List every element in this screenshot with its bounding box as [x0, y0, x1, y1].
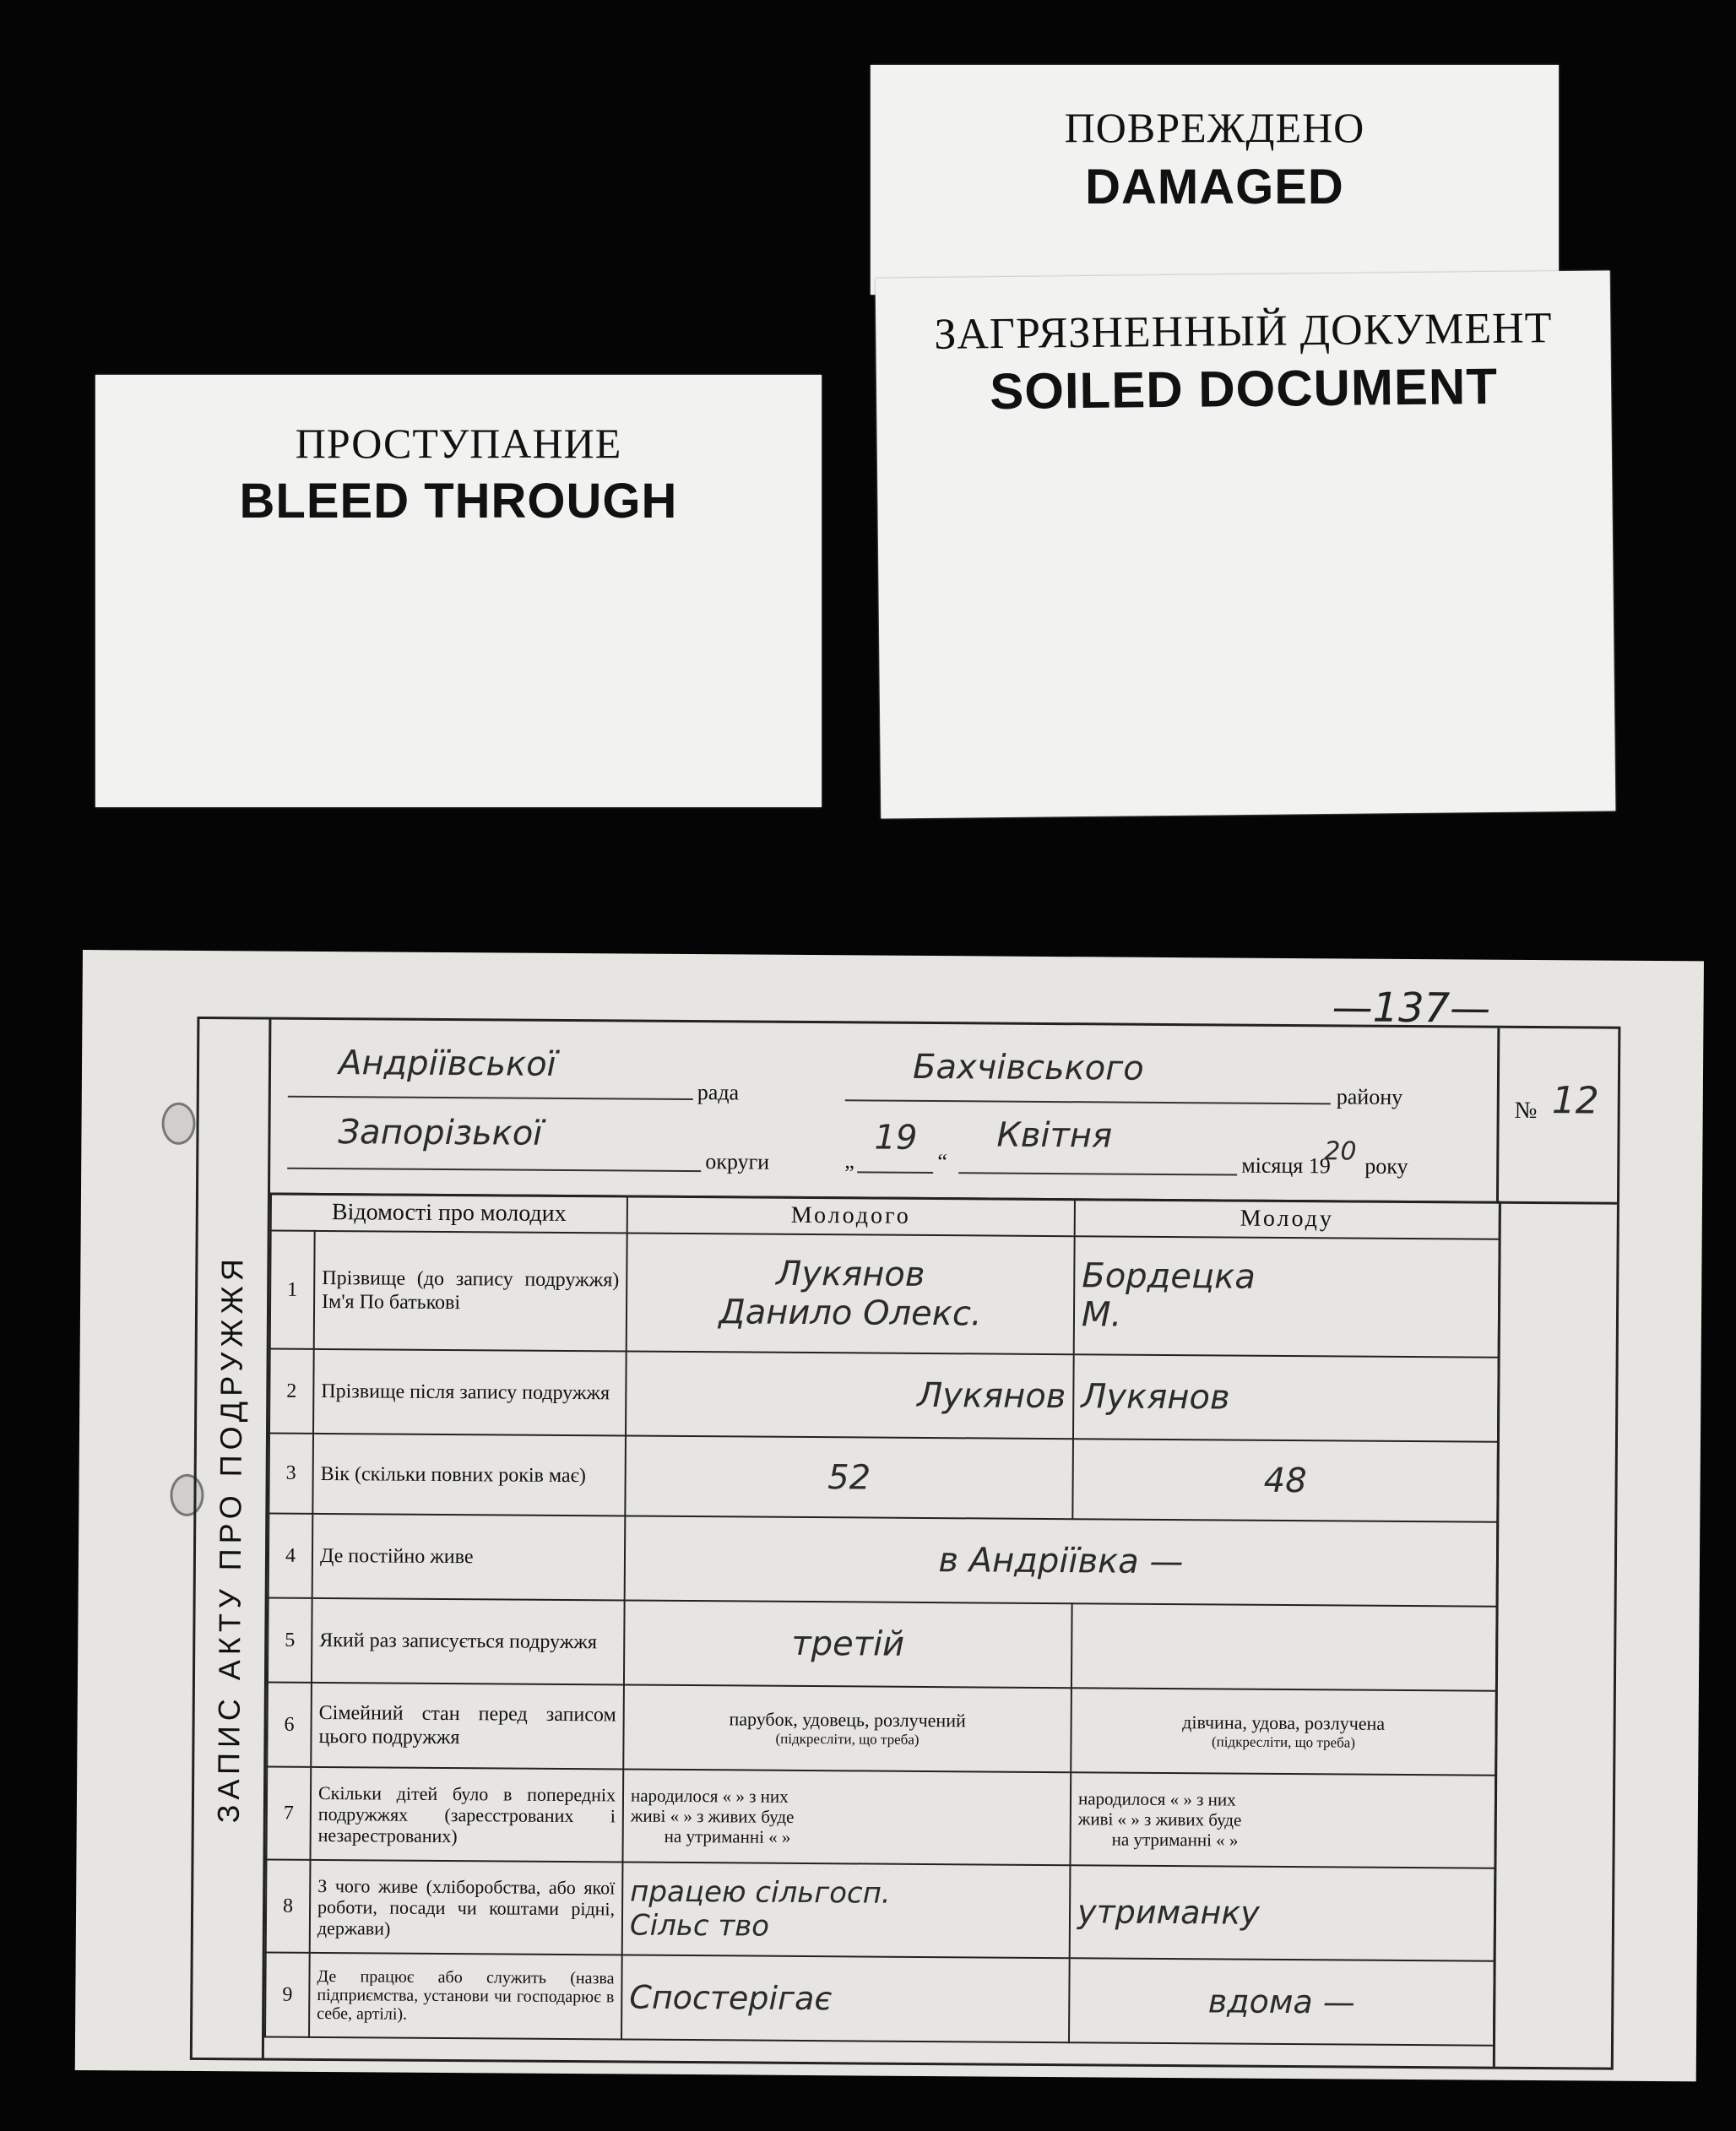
row-question: Вік (скільки повних років має) [312, 1434, 626, 1516]
groom-workplace: Спостерігає [621, 1955, 1070, 2042]
damaged-notice-card [871, 65, 1559, 295]
record-number-box [1496, 1028, 1618, 1202]
day-value: 19 [874, 1118, 918, 1158]
groom-marital-status [623, 1684, 1071, 1772]
bride-marriage-count [1071, 1603, 1497, 1691]
row-number: 8 [266, 1860, 311, 1953]
groom-name: Лукянов Данило Олекс. [627, 1234, 1075, 1355]
children-born: народилося « » з них [1077, 1788, 1236, 1810]
children-born: народилося « » з них [630, 1785, 789, 1807]
month-label: місяця 19 [1241, 1152, 1331, 1179]
quote-open: „ [844, 1148, 854, 1174]
table-row [265, 1953, 1495, 2046]
quote-close: “ [937, 1149, 947, 1174]
row-number: 2 [269, 1349, 314, 1434]
underline [857, 1171, 933, 1174]
bride-occupation: утриманку [1070, 1865, 1495, 1961]
row-question: Який раз записується подружжя [312, 1598, 625, 1685]
damaged-en-label: DAMAGED [1085, 160, 1344, 214]
bleed-through-notice-card [95, 375, 822, 807]
table-row [266, 1767, 1495, 1868]
col-header-groom: Молодого [627, 1196, 1075, 1237]
bride-status-hint: (підкресліти, що треба) [1211, 1733, 1356, 1751]
month-value: Квітня [996, 1115, 1113, 1156]
row-number: 7 [266, 1767, 311, 1860]
underline [958, 1172, 1237, 1175]
groom-status-options: парубок, удовець, розлучений [729, 1708, 966, 1732]
table-row [269, 1514, 1498, 1607]
side-title-text: ЗАПИС АКТУ ПРО ПОДРУЖЖЯ [210, 1254, 250, 1824]
children-alive: живі « » з живих буде [630, 1805, 795, 1827]
underline [288, 1096, 693, 1100]
residence-value: в Андріївка — [625, 1516, 1498, 1607]
row-number: 9 [265, 1953, 310, 2037]
row-question: Де постійно живе [312, 1514, 626, 1601]
bride-surname-after: Лукянов [1073, 1354, 1499, 1442]
year-label: року [1364, 1153, 1408, 1179]
groom-status-hint: (підкресліти, що треба) [775, 1730, 920, 1748]
number-value: 12 [1551, 1079, 1599, 1123]
table-row [266, 1860, 1495, 1961]
row-number: 3 [269, 1434, 313, 1514]
bride-status-options: дівчина, удова, розлучена [1182, 1711, 1386, 1734]
groom-occupation: працею сільгосп. Сільс тво [622, 1862, 1071, 1958]
children-dependent: на утриманні « » [1111, 1829, 1239, 1851]
damaged-ru-label: ПОВРЕЖДЕНО [1064, 104, 1365, 151]
soiled-notice-card [876, 270, 1616, 818]
table-row [270, 1231, 1500, 1358]
bleed-ru-label: ПРОСТУПАНИЕ [295, 420, 622, 467]
children-alive: живі « » з живих буде [1077, 1808, 1242, 1830]
row-number: 6 [267, 1683, 312, 1767]
groom-marriage-count: третій [624, 1600, 1072, 1688]
groom-surname-after: Лукянов [626, 1352, 1074, 1440]
bride-children [1070, 1772, 1495, 1868]
groom-age: 52 [625, 1436, 1073, 1520]
table-row [269, 1349, 1499, 1442]
year-value: 20 [1324, 1136, 1357, 1167]
underline [845, 1099, 1331, 1104]
number-label: № [1514, 1097, 1538, 1125]
col-header-bride: Молоду [1075, 1199, 1500, 1239]
row-number: 1 [270, 1231, 315, 1349]
row-number: 5 [268, 1598, 312, 1683]
side-title [193, 1019, 272, 2058]
bride-name: Бордецка М. [1074, 1236, 1500, 1358]
table-row [268, 1598, 1497, 1691]
row-question: Прізвище після запису подружжя [313, 1349, 627, 1436]
empty-margin-column [1493, 1201, 1619, 2068]
bride-marital-status [1071, 1688, 1496, 1776]
form-header [270, 1020, 1618, 1205]
record-table [264, 1193, 1500, 2047]
raion-value: Бахчівського [912, 1047, 1144, 1088]
col-header-info: Відомості про молодих [271, 1194, 627, 1234]
rada-label: рада [697, 1080, 740, 1105]
row-question: Де працює або служить (назва підприємства, установи чи господарює в себе, артілі). [309, 1953, 622, 2040]
children-dependent: на утриманні « » [664, 1825, 791, 1847]
okrug-label: округи [705, 1149, 770, 1174]
underline [287, 1168, 701, 1172]
table-row [267, 1683, 1496, 1776]
punch-hole [161, 1103, 195, 1145]
row-number: 4 [269, 1514, 313, 1598]
table-row [269, 1434, 1498, 1522]
row-question: Скільки дітей було в попередніх подружжях (заресстрованих і незарестрованих) [310, 1767, 623, 1863]
rada-value: Андріївської [338, 1044, 556, 1084]
raion-label: району [1336, 1084, 1403, 1109]
bleed-en-label: BLEED THROUGH [239, 474, 678, 529]
okrug-value: Запорізької [338, 1113, 543, 1153]
page-number: —137— [1332, 984, 1491, 1033]
row-question: Сімейний стан перед записом цього подружжя [311, 1683, 624, 1770]
row-question: Прізвище (до запису подружжя) Ім'я По батькові [314, 1231, 627, 1352]
marriage-record-sheet [75, 950, 1704, 2081]
soiled-ru-label: ЗАГРЯЗНЕННЫЙ ДОКУМЕНТ [933, 304, 1553, 359]
soiled-en-label: SOILED DOCUMENT [989, 357, 1499, 420]
bride-age: 48 [1072, 1439, 1498, 1522]
bride-workplace: вдома — [1069, 1958, 1495, 2046]
row-question: З чого живе (хліборобства, або якої роботи, посади чи коштами рідні, держави) [310, 1860, 623, 1955]
form-frame [190, 1017, 1621, 2070]
groom-children [622, 1769, 1071, 1865]
